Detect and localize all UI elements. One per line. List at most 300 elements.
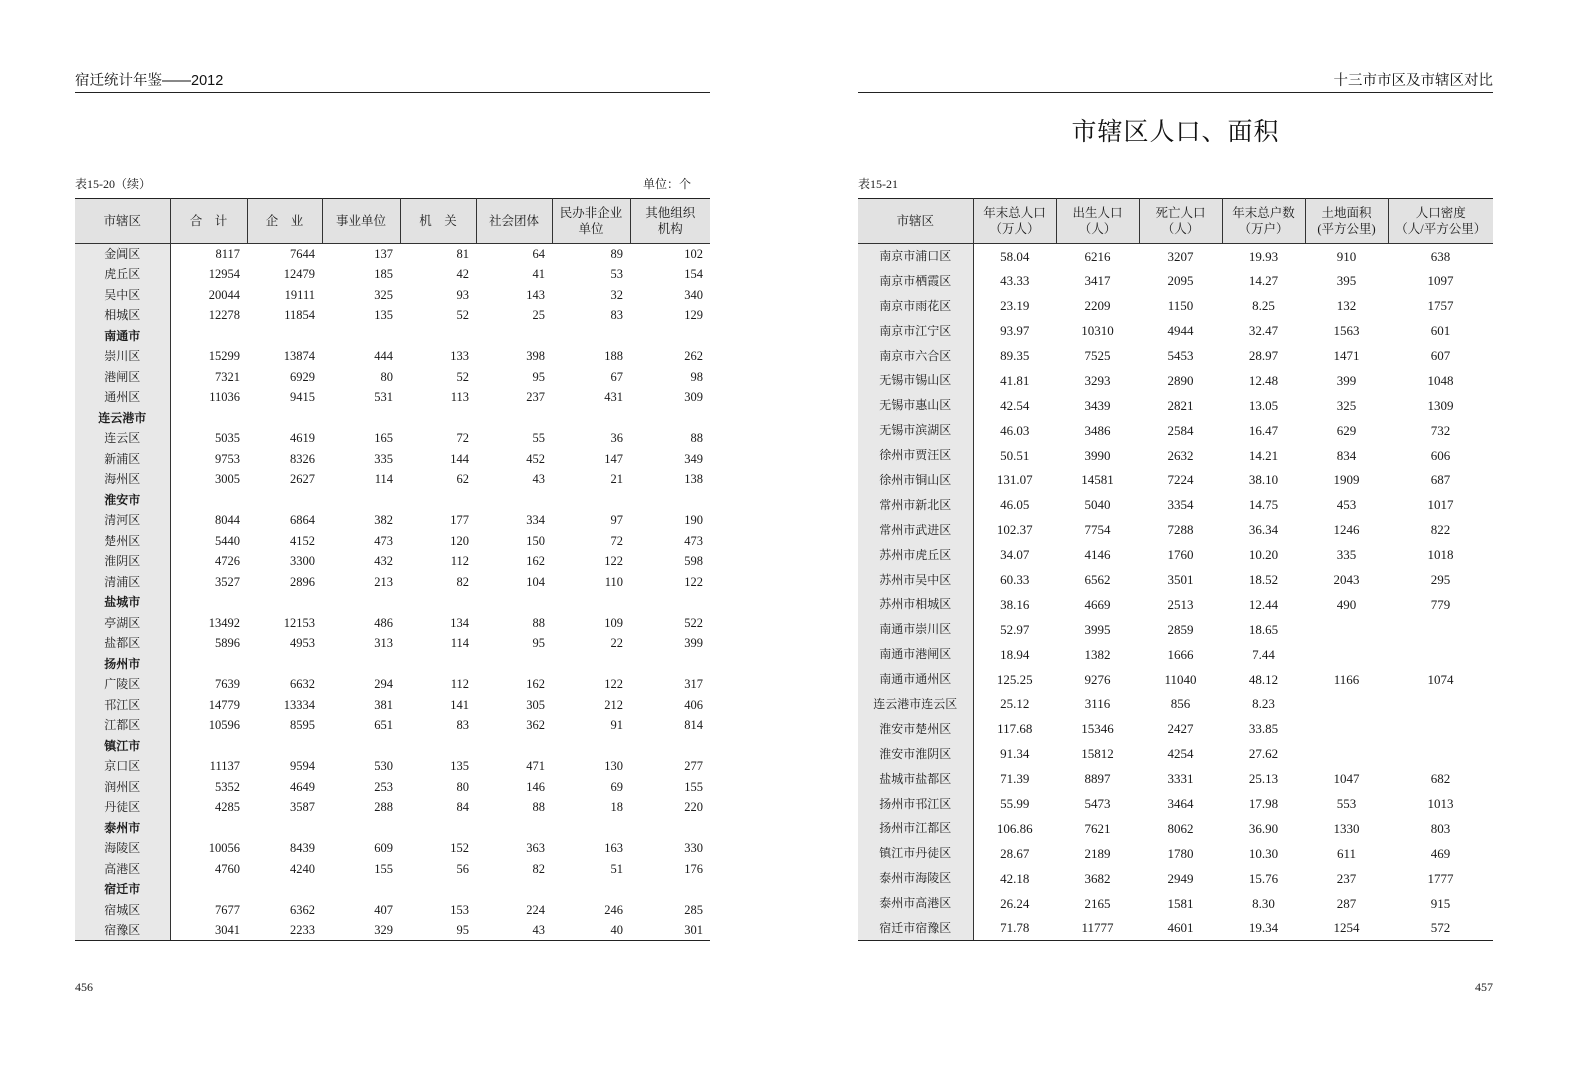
cell-government-agencies: 84 bbox=[456, 800, 469, 814]
cell-land-area: 132 bbox=[1336, 298, 1357, 314]
cell-land-area: 1909 bbox=[1333, 472, 1360, 488]
cell-land-area: 395 bbox=[1336, 273, 1357, 289]
district-name: 无锡市滨湖区 bbox=[858, 418, 973, 443]
empty-cell bbox=[476, 408, 552, 429]
cell-population-density: 1097 bbox=[1427, 273, 1454, 289]
table-row bbox=[858, 916, 1493, 941]
cell-other-organizations: 814 bbox=[684, 718, 703, 732]
cell-deaths: 4944 bbox=[1167, 323, 1194, 339]
table-row bbox=[858, 692, 1493, 717]
running-head-left: 宿迁统计年鉴——2012 bbox=[75, 73, 224, 89]
cell-population-density: 1018 bbox=[1427, 547, 1454, 563]
cell-population-density: 1017 bbox=[1427, 497, 1454, 513]
district-name: 苏州市吴中区 bbox=[858, 567, 973, 592]
cell-households: 18.52 bbox=[1248, 572, 1279, 588]
cell-enterprises: 4240 bbox=[290, 861, 315, 876]
table-row bbox=[858, 343, 1493, 368]
empty-cell bbox=[552, 654, 630, 675]
cell-government-agencies: 56 bbox=[456, 861, 469, 876]
cell-private-non-enterprise-units: 212 bbox=[604, 697, 623, 712]
cell-land-area: 1047 bbox=[1333, 771, 1360, 787]
cell-enterprises: 13874 bbox=[283, 349, 315, 363]
cell-year-end-population: 26.24 bbox=[1000, 895, 1030, 911]
cell-public-institutions: 213 bbox=[374, 574, 393, 589]
cell-social-organizations: 64 bbox=[532, 246, 545, 261]
cell-population-density: 295 bbox=[1430, 572, 1451, 588]
cell-households: 36.90 bbox=[1248, 820, 1279, 836]
cell-total: 10056 bbox=[208, 841, 240, 855]
empty-cell bbox=[400, 408, 476, 429]
cell-land-area: 325 bbox=[1336, 397, 1357, 413]
cell-enterprises: 9594 bbox=[290, 759, 315, 773]
cell-population-density: 803 bbox=[1430, 820, 1451, 836]
empty-cell bbox=[247, 654, 322, 675]
cell-private-non-enterprise-units: 91 bbox=[610, 718, 623, 732]
cell-total: 13492 bbox=[208, 615, 240, 630]
district-name: 南京市浦口区 bbox=[858, 244, 973, 269]
cell-land-area bbox=[1305, 741, 1388, 766]
cell-enterprises: 8595 bbox=[290, 718, 315, 732]
cell-social-organizations: 55 bbox=[532, 431, 545, 445]
cell-government-agencies: 177 bbox=[450, 513, 469, 527]
empty-cell bbox=[552, 326, 630, 347]
cell-year-end-population: 38.16 bbox=[1000, 596, 1030, 612]
district-name: 淮安市淮阴区 bbox=[858, 741, 973, 766]
cell-enterprises: 4649 bbox=[290, 779, 315, 794]
cell-year-end-population: 23.19 bbox=[1000, 298, 1030, 314]
cell-births: 3293 bbox=[1084, 372, 1111, 388]
cell-households: 36.34 bbox=[1248, 522, 1279, 538]
table-row bbox=[858, 716, 1493, 741]
cell-year-end-population: 58.04 bbox=[1000, 248, 1030, 264]
table-row bbox=[75, 838, 710, 859]
empty-cell bbox=[400, 326, 476, 347]
empty-cell bbox=[247, 408, 322, 429]
district-name: 相城区 bbox=[75, 305, 170, 326]
cell-births: 2189 bbox=[1084, 845, 1111, 861]
district-name: 南京市栖霞区 bbox=[858, 268, 973, 293]
cell-households: 16.47 bbox=[1248, 422, 1279, 438]
cell-government-agencies: 80 bbox=[456, 779, 469, 794]
district-name: 南京市江宁区 bbox=[858, 318, 973, 343]
cell-births: 3682 bbox=[1084, 870, 1111, 886]
district-name: 南京市雨花区 bbox=[858, 293, 973, 318]
cell-population-density: 682 bbox=[1430, 771, 1451, 787]
cell-public-institutions: 185 bbox=[374, 267, 393, 281]
table-row bbox=[75, 777, 710, 798]
cell-births: 2209 bbox=[1084, 298, 1111, 314]
table-row bbox=[75, 264, 710, 285]
header-rule-right bbox=[858, 92, 1493, 93]
district-name: 清浦区 bbox=[75, 572, 170, 593]
cell-social-organizations: 471 bbox=[526, 759, 545, 773]
table-row bbox=[75, 756, 710, 777]
cell-births: 10310 bbox=[1081, 323, 1114, 339]
cell-other-organizations: 522 bbox=[684, 615, 703, 630]
table-row bbox=[75, 531, 710, 552]
cell-social-organizations: 162 bbox=[526, 554, 545, 568]
cell-births: 5473 bbox=[1084, 796, 1111, 812]
district-name: 盐都区 bbox=[75, 633, 170, 654]
city-row bbox=[75, 408, 710, 429]
cell-births: 5040 bbox=[1084, 497, 1111, 513]
cell-total: 4285 bbox=[215, 800, 240, 814]
cell-households: 25.13 bbox=[1248, 771, 1279, 787]
cell-social-organizations: 95 bbox=[532, 369, 545, 384]
cell-enterprises: 6362 bbox=[290, 902, 315, 917]
cell-public-institutions: 651 bbox=[374, 718, 393, 732]
empty-cell bbox=[630, 592, 710, 613]
empty-cell bbox=[552, 408, 630, 429]
cell-land-area: 1254 bbox=[1305, 916, 1388, 941]
city-row bbox=[75, 490, 710, 511]
cell-land-area: 1563 bbox=[1333, 323, 1360, 339]
table-row bbox=[75, 920, 710, 941]
cell-year-end-population: 91.34 bbox=[1000, 746, 1030, 762]
city-name: 扬州市 bbox=[75, 654, 170, 675]
cell-land-area: 453 bbox=[1336, 497, 1357, 513]
cell-births: 2165 bbox=[1084, 895, 1111, 911]
cell-private-non-enterprise-units: 122 bbox=[604, 677, 623, 691]
cell-total: 12278 bbox=[208, 308, 240, 322]
empty-cell bbox=[322, 879, 400, 900]
cell-total: 8044 bbox=[215, 513, 240, 527]
cell-public-institutions: 486 bbox=[374, 615, 393, 630]
table-row bbox=[75, 469, 710, 490]
district-name: 亭湖区 bbox=[75, 613, 170, 634]
empty-cell bbox=[630, 654, 710, 675]
table-row bbox=[858, 468, 1493, 493]
cell-total: 5440 bbox=[215, 533, 240, 548]
header-rule-left bbox=[75, 92, 710, 93]
cell-land-area bbox=[1305, 692, 1388, 717]
city-row bbox=[75, 326, 710, 347]
cell-year-end-population: 89.35 bbox=[1000, 348, 1030, 363]
cell-government-agencies: 133 bbox=[450, 349, 469, 363]
table-row bbox=[75, 346, 710, 367]
col-header-public-institutions: 事业单位 bbox=[322, 199, 400, 244]
cell-social-organizations: 88 bbox=[532, 615, 545, 630]
table-row bbox=[75, 387, 710, 408]
cell-other-organizations: 317 bbox=[684, 677, 703, 691]
district-name: 邗江区 bbox=[75, 695, 170, 716]
table-row bbox=[858, 642, 1493, 667]
cell-year-end-population: 71.78 bbox=[973, 916, 1056, 941]
empty-cell bbox=[322, 736, 400, 757]
district-name: 宿城区 bbox=[75, 900, 170, 921]
empty-cell bbox=[400, 879, 476, 900]
cell-population-density: 1309 bbox=[1427, 397, 1454, 413]
city-row bbox=[75, 736, 710, 757]
cell-households: 12.48 bbox=[1248, 372, 1279, 388]
cell-births: 7621 bbox=[1084, 820, 1111, 836]
cell-private-non-enterprise-units: 18 bbox=[610, 800, 623, 814]
cell-households: 48.12 bbox=[1248, 671, 1279, 687]
cell-social-organizations: 305 bbox=[526, 697, 545, 712]
district-name: 京口区 bbox=[75, 756, 170, 777]
cell-deaths: 1150 bbox=[1167, 298, 1194, 314]
empty-cell bbox=[630, 736, 710, 757]
cell-births: 15346 bbox=[1081, 721, 1114, 737]
empty-cell bbox=[552, 490, 630, 511]
city-name: 淮安市 bbox=[75, 490, 170, 511]
table-row bbox=[75, 510, 710, 531]
cell-private-non-enterprise-units: 21 bbox=[610, 472, 623, 486]
cell-other-organizations: 122 bbox=[684, 574, 703, 589]
col-header-district: 市辖区 bbox=[858, 199, 973, 244]
cell-deaths: 3207 bbox=[1167, 248, 1194, 264]
table-body bbox=[75, 244, 710, 941]
empty-cell bbox=[322, 654, 400, 675]
empty-cell bbox=[322, 592, 400, 613]
cell-other-organizations: 154 bbox=[684, 267, 703, 281]
cell-land-area: 490 bbox=[1336, 596, 1357, 612]
empty-cell bbox=[170, 326, 247, 347]
cell-population-density: 601 bbox=[1430, 323, 1451, 339]
cell-private-non-enterprise-units: 97 bbox=[610, 513, 623, 527]
empty-cell bbox=[170, 654, 247, 675]
cell-public-institutions: 114 bbox=[374, 472, 393, 486]
table-row bbox=[858, 791, 1493, 816]
district-name: 南通市通州区 bbox=[858, 667, 973, 692]
cell-total: 5352 bbox=[215, 779, 240, 794]
cell-social-organizations: 150 bbox=[526, 533, 545, 548]
cell-households: 14.27 bbox=[1248, 273, 1279, 289]
cell-total: 10596 bbox=[208, 718, 240, 732]
district-name: 淮安市楚州区 bbox=[858, 716, 973, 741]
cell-total: 7321 bbox=[215, 369, 240, 384]
cell-births: 14581 bbox=[1081, 472, 1114, 488]
table-row bbox=[858, 393, 1493, 418]
cell-year-end-population: 46.05 bbox=[1000, 497, 1030, 513]
cell-households: 8.23 bbox=[1252, 696, 1275, 712]
cell-births: 9276 bbox=[1084, 671, 1111, 687]
city-name: 宿迁市 bbox=[75, 879, 170, 900]
district-name: 南京市六合区 bbox=[858, 343, 973, 368]
cell-total: 15299 bbox=[208, 349, 240, 363]
empty-cell bbox=[630, 879, 710, 900]
cell-total: 3005 bbox=[215, 472, 240, 486]
cell-public-institutions: 407 bbox=[374, 902, 393, 917]
cell-enterprises: 19111 bbox=[284, 287, 315, 302]
district-name: 南通市港闸区 bbox=[858, 642, 973, 667]
cell-births: 11777 bbox=[1056, 916, 1139, 941]
cell-private-non-enterprise-units: 147 bbox=[604, 451, 623, 466]
page-title: 市辖区人口、面积 bbox=[1071, 119, 1280, 146]
district-name: 南通市崇川区 bbox=[858, 617, 973, 642]
cell-other-organizations: 190 bbox=[684, 513, 703, 527]
cell-other-organizations: 340 bbox=[684, 287, 703, 302]
cell-social-organizations: 162 bbox=[526, 677, 545, 691]
empty-cell bbox=[476, 818, 552, 839]
col-header-private-non-enterprise-units: 民办非企业 单位 bbox=[552, 199, 630, 244]
cell-enterprises: 13334 bbox=[283, 697, 315, 712]
col-header-total: 合 计 bbox=[170, 199, 247, 244]
cell-total: 8117 bbox=[215, 246, 240, 261]
cell-births: 4669 bbox=[1084, 596, 1111, 612]
cell-other-organizations: 88 bbox=[690, 431, 703, 445]
table-row bbox=[858, 741, 1493, 766]
cell-deaths: 11040 bbox=[1164, 671, 1197, 687]
empty-cell bbox=[170, 879, 247, 900]
cell-population-density: 779 bbox=[1430, 596, 1451, 612]
table-row bbox=[858, 368, 1493, 393]
cell-social-organizations: 362 bbox=[526, 718, 545, 732]
cell-public-institutions: 253 bbox=[374, 779, 393, 794]
cell-land-area bbox=[1305, 716, 1388, 741]
cell-private-non-enterprise-units: 122 bbox=[604, 554, 623, 568]
empty-cell bbox=[170, 490, 247, 511]
cell-year-end-population: 60.33 bbox=[1000, 572, 1030, 588]
cell-total: 4726 bbox=[215, 554, 240, 568]
empty-cell bbox=[170, 408, 247, 429]
cell-total: 4760 bbox=[215, 861, 240, 876]
cell-government-agencies: 144 bbox=[450, 451, 469, 466]
cell-households: 33.85 bbox=[1248, 721, 1279, 737]
cell-public-institutions: 135 bbox=[374, 308, 393, 322]
district-name: 常州市新北区 bbox=[858, 492, 973, 517]
cell-households: 10.20 bbox=[1248, 547, 1279, 563]
cell-households: 10.30 bbox=[1248, 845, 1279, 861]
cell-public-institutions: 531 bbox=[374, 390, 393, 404]
cell-population-density: 1074 bbox=[1427, 671, 1454, 687]
cell-enterprises: 7644 bbox=[290, 246, 315, 261]
city-name: 镇江市 bbox=[75, 736, 170, 757]
empty-cell bbox=[400, 654, 476, 675]
district-name: 高港区 bbox=[75, 859, 170, 880]
district-name: 通州区 bbox=[75, 387, 170, 408]
header-row bbox=[75, 199, 710, 244]
table-row bbox=[858, 268, 1493, 293]
table-row bbox=[75, 551, 710, 572]
district-name: 海陵区 bbox=[75, 838, 170, 859]
district-name: 楚州区 bbox=[75, 531, 170, 552]
cell-government-agencies: 95 bbox=[400, 920, 476, 941]
cell-population-density: 572 bbox=[1388, 916, 1493, 941]
cell-year-end-population: 71.39 bbox=[1000, 771, 1030, 787]
cell-total: 14779 bbox=[208, 697, 240, 712]
cell-deaths: 8062 bbox=[1167, 820, 1194, 836]
cell-year-end-population: 18.94 bbox=[1000, 646, 1030, 662]
table-row bbox=[858, 318, 1493, 343]
cell-population-density bbox=[1388, 642, 1493, 667]
table-row bbox=[75, 715, 710, 736]
cell-public-institutions: 530 bbox=[374, 759, 393, 773]
cell-public-institutions: 381 bbox=[374, 697, 393, 712]
cell-year-end-population: 42.18 bbox=[1000, 870, 1030, 886]
table-row bbox=[858, 542, 1493, 567]
cell-land-area bbox=[1305, 642, 1388, 667]
cell-government-agencies: 81 bbox=[456, 246, 469, 261]
empty-cell bbox=[247, 818, 322, 839]
cell-households: 27.62 bbox=[1248, 746, 1279, 762]
running-head-right: 十三市市区及市辖区对比 bbox=[1333, 73, 1493, 89]
cell-government-agencies: 120 bbox=[450, 533, 469, 548]
cell-deaths: 2890 bbox=[1167, 372, 1194, 388]
cell-total: 12954 bbox=[208, 267, 240, 281]
col-header-year-end-population: 年末总人口 （万人） bbox=[973, 199, 1056, 244]
district-name: 清河区 bbox=[75, 510, 170, 531]
table-row bbox=[75, 613, 710, 634]
cell-land-area: 1246 bbox=[1333, 522, 1360, 538]
table-row bbox=[858, 244, 1493, 269]
cell-deaths: 2949 bbox=[1167, 870, 1194, 886]
cell-public-institutions: 294 bbox=[374, 677, 393, 691]
unit-label: 单位：个 bbox=[643, 177, 692, 191]
cell-population-density: 687 bbox=[1430, 472, 1451, 488]
page-number-left: 456 bbox=[75, 980, 93, 994]
cell-households: 17.98 bbox=[1248, 796, 1279, 812]
table-label-left: 表15-20（续） bbox=[75, 177, 151, 191]
cell-births: 6562 bbox=[1084, 572, 1111, 588]
cell-enterprises: 2233 bbox=[247, 920, 322, 941]
city-row bbox=[75, 592, 710, 613]
city-name: 南通市 bbox=[75, 326, 170, 347]
cell-social-organizations: 82 bbox=[532, 861, 545, 876]
col-header-other-organizations: 其他组织 机构 bbox=[630, 199, 710, 244]
cell-deaths: 7224 bbox=[1167, 472, 1194, 488]
cell-public-institutions: 444 bbox=[374, 349, 393, 363]
col-header-enterprises: 企 业 bbox=[247, 199, 322, 244]
empty-cell bbox=[400, 736, 476, 757]
cell-year-end-population: 43.33 bbox=[1000, 273, 1030, 289]
cell-government-agencies: 134 bbox=[450, 615, 469, 630]
cell-government-agencies: 52 bbox=[456, 369, 469, 384]
empty-cell bbox=[476, 736, 552, 757]
cell-public-institutions: 155 bbox=[374, 861, 393, 876]
empty-cell bbox=[552, 736, 630, 757]
district-name: 无锡市惠山区 bbox=[858, 393, 973, 418]
cell-births: 8897 bbox=[1084, 771, 1111, 787]
cell-public-institutions: 382 bbox=[374, 513, 393, 527]
page-number-right: 457 bbox=[1475, 980, 1493, 994]
cell-private-non-enterprise-units: 22 bbox=[610, 636, 623, 650]
empty-cell bbox=[476, 879, 552, 900]
cell-private-non-enterprise-units: 246 bbox=[604, 902, 623, 917]
cell-households: 14.75 bbox=[1248, 497, 1279, 513]
cell-private-non-enterprise-units: 36 bbox=[610, 431, 623, 445]
cell-year-end-population: 28.67 bbox=[1000, 845, 1030, 861]
cell-deaths: 2821 bbox=[1167, 397, 1194, 413]
cell-births: 4146 bbox=[1084, 547, 1111, 563]
table-row bbox=[858, 617, 1493, 642]
cell-public-institutions: 473 bbox=[374, 533, 393, 548]
cell-enterprises: 6632 bbox=[290, 677, 315, 691]
empty-cell bbox=[476, 592, 552, 613]
col-header-government-agencies: 机 关 bbox=[400, 199, 476, 244]
cell-year-end-population: 131.07 bbox=[996, 472, 1033, 488]
district-name: 连云港市连云区 bbox=[858, 692, 973, 717]
cell-land-area: 611 bbox=[1336, 845, 1357, 861]
table-row bbox=[858, 667, 1493, 692]
cell-public-institutions: 313 bbox=[374, 636, 393, 650]
cell-year-end-population: 55.99 bbox=[1000, 796, 1030, 812]
cell-population-density: 1048 bbox=[1427, 372, 1454, 388]
cell-deaths: 3331 bbox=[1167, 771, 1194, 787]
cell-year-end-population: 125.25 bbox=[996, 671, 1033, 687]
cell-households: 13.05 bbox=[1248, 397, 1279, 413]
cell-enterprises: 11854 bbox=[284, 308, 315, 322]
cell-government-agencies: 82 bbox=[456, 574, 469, 589]
cell-total: 5896 bbox=[215, 636, 240, 650]
cell-other-organizations: 309 bbox=[684, 390, 703, 404]
cell-other-organizations: 598 bbox=[684, 554, 703, 568]
cell-population-density: 822 bbox=[1430, 522, 1451, 538]
cell-other-organizations: 277 bbox=[684, 759, 703, 773]
cell-government-agencies: 152 bbox=[450, 841, 469, 855]
cell-private-non-enterprise-units: 53 bbox=[610, 267, 623, 281]
district-name: 苏州市相城区 bbox=[858, 592, 973, 617]
